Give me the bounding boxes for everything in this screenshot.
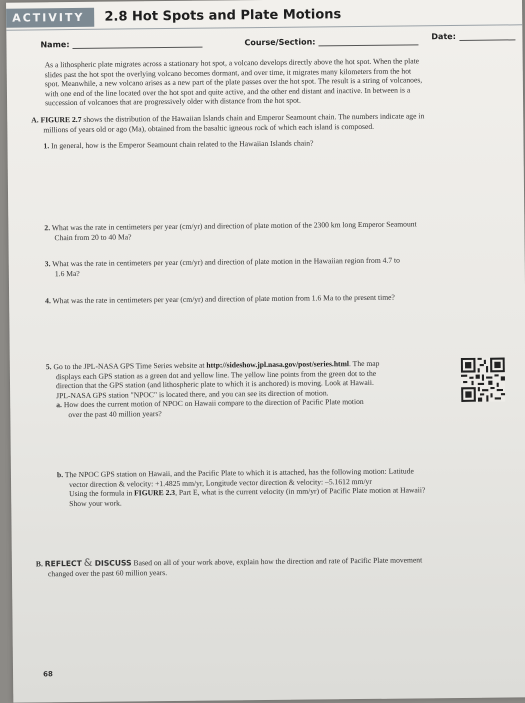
- student-fields: [40, 31, 510, 54]
- question-text: In general, how is the Emperor Seamount chain related to the Hawaiian Islands chain?: [51, 138, 314, 151]
- question-number: 4.: [45, 296, 51, 306]
- section-b-letter: B.: [35, 559, 43, 569]
- subquestion-letter: b.: [56, 470, 64, 480]
- question-text: The NPOC GPS station on Hawaii, and the Pacific Plate to which it is attached, has the following motion: Latitude: [64, 466, 414, 480]
- section-b: [36, 554, 522, 578]
- reflect-label: REFLECT: [44, 558, 82, 569]
- figure-ref: FIGURE 2.7: [40, 114, 82, 125]
- date-field[interactable]: [431, 31, 515, 41]
- question-text: What was the rate in centimeters per year (cm/yr) and direction of plate motion from 1.6 Ma to the present time?: [52, 292, 395, 306]
- page-number: 68: [43, 670, 53, 679]
- intro-line: slides past the hot spot the overlying volcano becomes dormant, and over time, it migrates many kilometers from the hot: [44, 66, 412, 79]
- gps-url-link[interactable]: http://sideshow.jpl.nasa.gov/post/series.html: [206, 359, 350, 370]
- course-line[interactable]: [318, 36, 418, 46]
- course-field[interactable]: [244, 36, 418, 47]
- question-text: 1.6 Ma?: [54, 268, 80, 278]
- section-b-text: Based on all of your work above, explain how the direction and rate of Pacific Plate movement: [131, 555, 423, 568]
- subquestion-letter: a.: [56, 400, 62, 410]
- ampersand: &: [83, 557, 93, 569]
- name-field[interactable]: [40, 39, 202, 50]
- discuss-label: DISCUSS: [94, 558, 132, 568]
- reflect-discuss-heading: [45, 558, 132, 569]
- intro-line: As a lithospheric plate migrates across a stationary hot spot, a volcano develops directly above the hot spot. When the plate: [44, 56, 420, 70]
- question-text: Go to the JPL-NASA GPS Time Series website at: [53, 360, 207, 372]
- section-b-text: changed over the past 60 million years.: [47, 567, 168, 578]
- question-text: . The map: [348, 358, 380, 369]
- worksheet-page: [6, 0, 525, 703]
- intro-line: succession of volcanoes that are progressively older with distance from the hot spot.: [45, 95, 301, 108]
- intro-paragraph: [45, 55, 515, 108]
- section-a: [31, 110, 516, 134]
- question-number: 1.: [43, 141, 50, 151]
- question-number: 3.: [44, 259, 51, 269]
- question-2: [44, 218, 518, 242]
- question-text: JPL-NASA GPS station "NPOC" is located there, and you can see its direction of motion.: [56, 388, 329, 400]
- name-label: Name:: [40, 40, 70, 50]
- activity-title: 2.8 Hot Spots and Plate Motions: [104, 6, 342, 25]
- question-text: over the past 40 million years?: [68, 409, 162, 420]
- question-text: displays each GPS station as a green dot and yellow line. The yellow line points from the green dot to the: [55, 368, 377, 381]
- question-text: direction that the GPS station (and lithospheric plate to which it is anchored) is moving. Look at Hawaii.: [55, 378, 374, 391]
- question-text: What was the rate in centimeters per year (cm/yr) and direction of plate motion in the Hawaiian region from 4.7 to: [52, 255, 400, 269]
- question-text: Show your work.: [69, 498, 122, 508]
- figure-ref: FIGURE 2.3: [134, 488, 176, 498]
- question-text: What was the rate in centimeters per year (cm/yr) and direction of plate motion of the 2300 km long Emperor Seamount: [51, 219, 417, 233]
- qr-code-icon[interactable]: [461, 357, 505, 401]
- name-line[interactable]: [72, 39, 202, 49]
- question-number: 5.: [45, 362, 52, 372]
- question-text: Using the formula in: [69, 488, 135, 499]
- activity-badge: ACTIVITY: [6, 7, 94, 27]
- question-text: , Part E, what is the current velocity (in mm/yr) of Pacific Plate motion at Hawaii?: [175, 485, 426, 498]
- course-label: Course/Section:: [244, 37, 316, 48]
- intro-line: with one end of the line located over the hot spot and quite active, and the other end distant and inactive. In between is a: [44, 85, 411, 99]
- section-a-letter: A.: [31, 115, 39, 125]
- question-text: vector direction & velocity: +1.4825 mm/yr, Longitude vector direction & velocity: –5.1612 mm/yr: [69, 476, 372, 489]
- question-4: [45, 291, 519, 306]
- date-line[interactable]: [459, 31, 515, 41]
- question-5b: [57, 465, 521, 508]
- question-number: 2.: [44, 223, 51, 233]
- intro-line: spot. Meanwhile, a new volcano arises as a new part of the plate passes over the hot spot. The result is a string of volcanoes,: [44, 75, 423, 89]
- section-a-text: shows the distribution of the Hawaiian Islands chain and Emperor Seamount chain. The numbers indicate age in: [81, 111, 425, 124]
- question-text: Chain from 20 to 40 Ma?: [54, 231, 132, 242]
- question-3: [45, 254, 519, 278]
- section-a-text: millions of years old or ago (Ma), obtained from the basaltic igneous rock of which each island is composed.: [43, 121, 375, 134]
- question-text: How does the current motion of NPOC on Hawaii compare to the direction of Pacific Plate motion: [63, 397, 364, 410]
- question-1: [43, 136, 513, 151]
- date-label: Date:: [431, 31, 456, 42]
- question-5: [46, 358, 459, 420]
